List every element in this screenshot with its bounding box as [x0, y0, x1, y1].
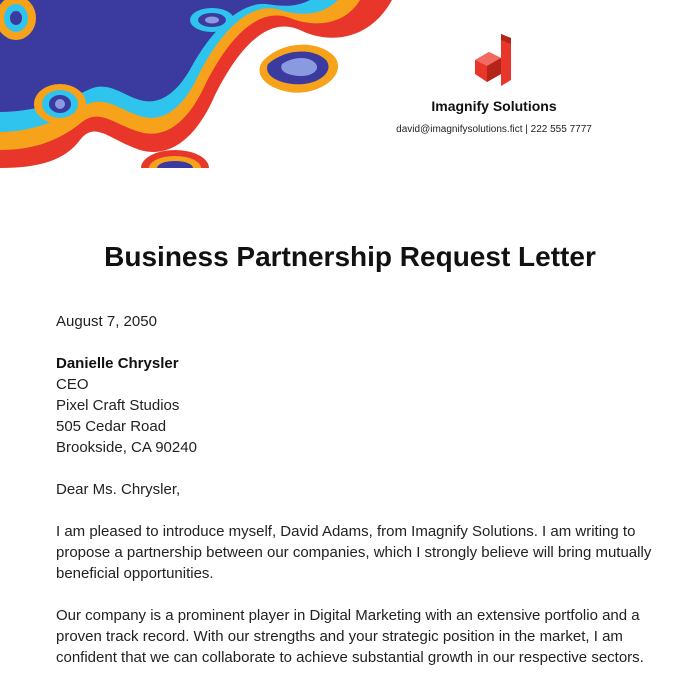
letter-body [56, 311, 652, 668]
recipient-position: CEO [56, 376, 89, 393]
company-block [392, 34, 596, 135]
company-name: Imagnify Solutions [431, 98, 557, 114]
decorative-abstract-art [0, 0, 392, 168]
recipient-city: Brookside, CA 90240 [56, 439, 197, 456]
letter-title: Business Partnership Request Letter [104, 241, 596, 272]
body-paragraph: Our company is a prominent player in Digital Marketing with an extensive portfolio and a proven track record. With our strengths and your strategic position in the market, I am confident that we can collaborate to achieve substantial growth in our respective sectors. [56, 607, 644, 666]
recipient-address [56, 353, 652, 458]
letter-d-cube-logo-icon [471, 34, 517, 86]
recipient-company: Pixel Craft Studios [56, 397, 180, 414]
recipient-street: 505 Cedar Road [56, 418, 167, 435]
body-paragraph: I am pleased to introduce myself, David Adams, from Imagnify Solutions. I am writing to propose a partnership between our companies, which I strongly believe will bring mutually beneficial opportunities. [56, 523, 652, 582]
recipient-name: Danielle Chrysler [56, 355, 179, 372]
letter-date: August 7, 2050 [56, 313, 157, 330]
salutation: Dear Ms. Chrysler, [56, 481, 181, 498]
company-contact: david@imagnifysolutions.fict | 222 555 7777 [396, 124, 592, 135]
